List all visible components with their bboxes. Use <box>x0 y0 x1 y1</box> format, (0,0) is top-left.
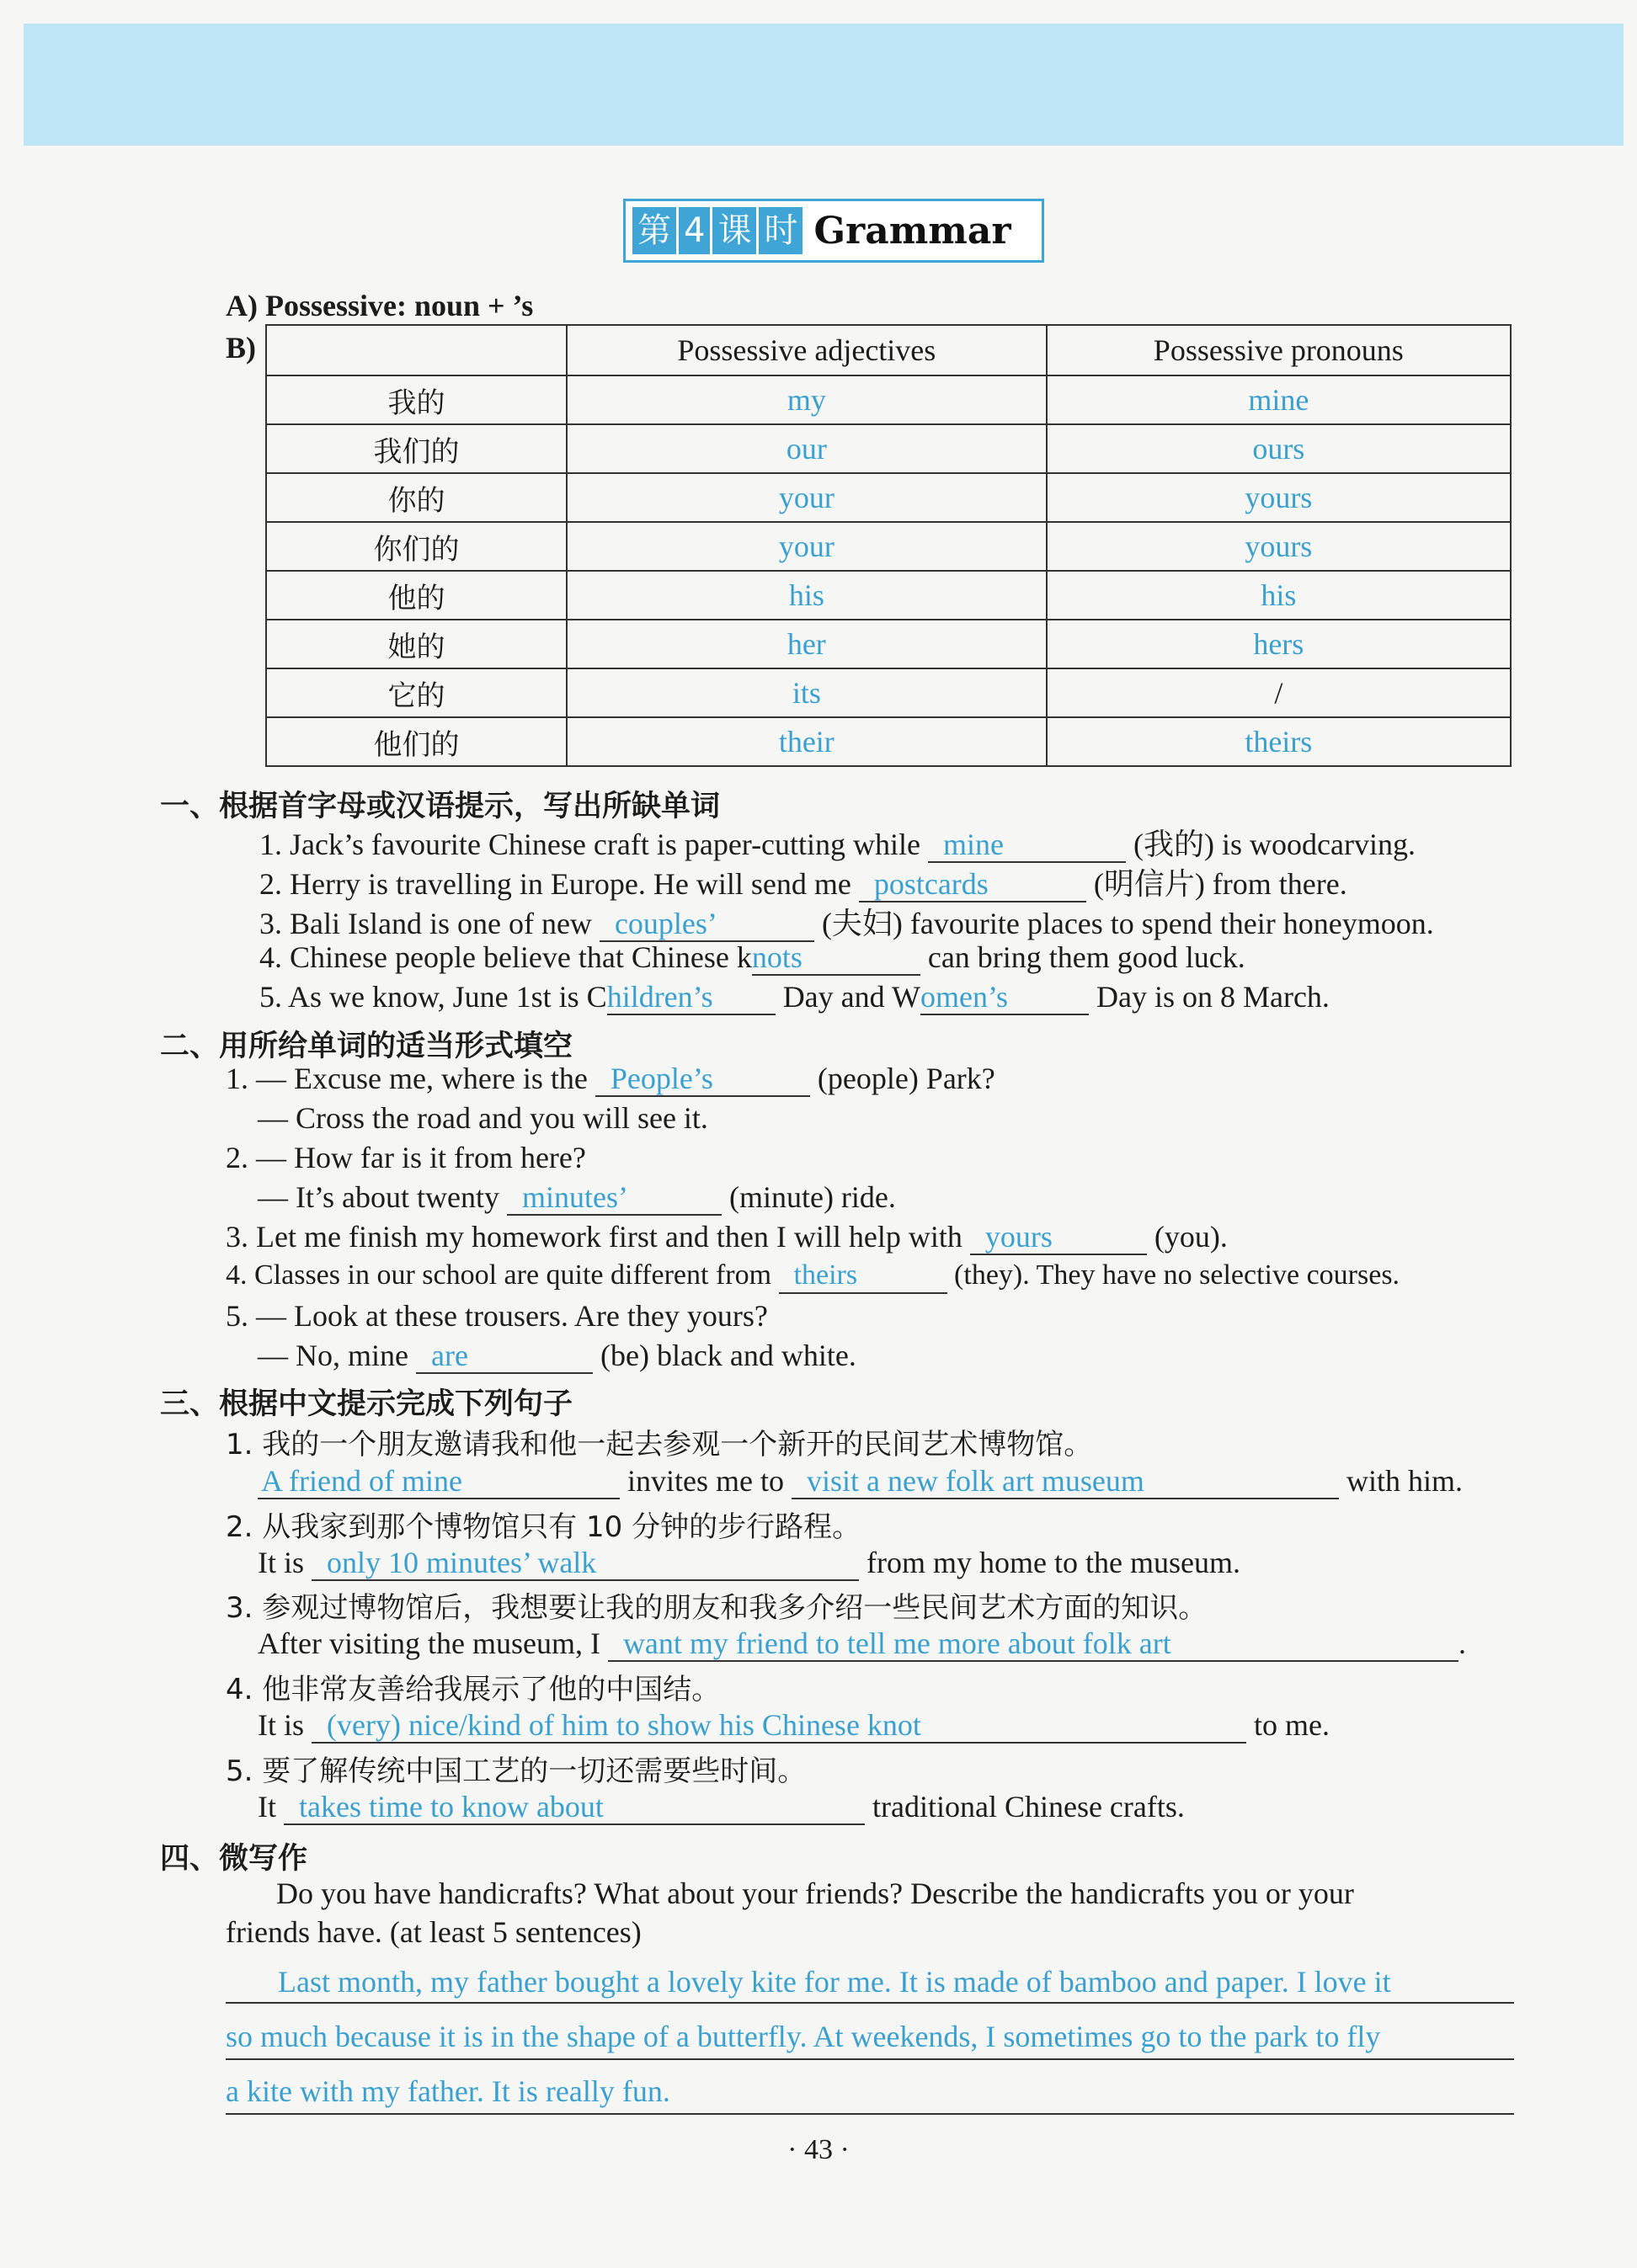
question-text: 1. — Excuse me, where is the <box>226 1062 588 1095</box>
question-text: — No, mine <box>258 1339 408 1372</box>
lesson-char-3: 时 <box>759 207 803 254</box>
part3-question-4-chinese: 4. 他非常友善给我展示了他的中国结。 <box>226 1673 721 1706</box>
pronoun-cell: yours <box>1047 473 1511 522</box>
part2-heading: 二、用所给单词的适当形式填空 <box>160 1030 573 1063</box>
adjective-cell: your <box>567 473 1047 522</box>
part3-question-1 <box>258 1463 1463 1499</box>
question-text: from my home to the museum. <box>866 1546 1240 1579</box>
lesson-title <box>623 199 1044 263</box>
adjective-cell: their <box>567 717 1047 766</box>
answer-blank[interactable]: visit a new folk art museum <box>792 1464 1339 1499</box>
question-text: After visiting the museum, I <box>258 1626 600 1660</box>
part3-question-2 <box>258 1545 1240 1581</box>
question-text: It is <box>258 1708 305 1742</box>
part3-question-1-chinese: 1. 我的一个朋友邀请我和他一起去参观一个新开的民间艺术博物馆。 <box>226 1428 1093 1461</box>
question-text: 1. Jack’s favourite Chinese craft is paper-cutting while <box>259 828 921 861</box>
adjective-cell: her <box>567 620 1047 668</box>
part2-question-3 <box>226 1219 1228 1255</box>
answer-blank[interactable]: theirs <box>779 1259 947 1294</box>
pronoun-cell: hers <box>1047 620 1511 668</box>
answer-blank[interactable]: postcards <box>859 867 1086 902</box>
pronoun-cell: his <box>1047 571 1511 620</box>
answer-blank[interactable]: nots <box>752 940 920 976</box>
question-text: 3. Bali Island is one of new <box>259 907 592 940</box>
question-text: 4. Classes in our school are quite different from <box>226 1259 772 1291</box>
pronoun-cell: yours <box>1047 522 1511 571</box>
part2-question-4 <box>226 1259 1400 1294</box>
possessive-table <box>265 324 1512 767</box>
chinese-cell: 你们的 <box>266 522 567 571</box>
answer-blank[interactable]: are <box>416 1339 593 1374</box>
essay-line-3[interactable]: a kite with my father. It is really fun. <box>226 2063 1514 2115</box>
answer-blank[interactable]: yours <box>970 1220 1147 1255</box>
part1-heading: 一、根据首字母或汉语提示，写出所缺单词 <box>160 790 721 823</box>
adjective-cell: his <box>567 571 1047 620</box>
question-text: 5. As we know, June 1st is C <box>259 980 607 1014</box>
question-text: invites me to <box>627 1464 784 1498</box>
header-blank <box>266 325 567 375</box>
question-text: traditional Chinese crafts. <box>872 1790 1185 1823</box>
question-text: (明信片) from there. <box>1093 867 1347 901</box>
question-text: Day and W <box>782 980 920 1014</box>
writing-prompt-line-2: friends have. (at least 5 sentences) <box>226 1915 642 1949</box>
question-text: to me. <box>1254 1708 1330 1742</box>
essay-line-2[interactable]: so much because it is in the shape of a butterfly. At weekends, I sometimes go to the park to fly <box>226 2008 1514 2060</box>
chinese-cell: 他的 <box>266 571 567 620</box>
answer-blank[interactable]: People’s <box>595 1062 810 1097</box>
lesson-char-2: 课 <box>712 207 756 254</box>
part3-question-5-chinese: 5. 要了解传统中国工艺的一切还需要些时间。 <box>226 1754 807 1788</box>
part2-question-5-reply <box>258 1338 856 1374</box>
section-b-label: B) <box>226 331 256 365</box>
part3-question-5 <box>258 1789 1185 1825</box>
answer-blank[interactable]: takes time to know about <box>284 1790 865 1825</box>
header-pronouns: Possessive pronouns <box>1047 325 1511 375</box>
part3-question-2-chinese: 2. 从我家到那个博物馆只有 10 分钟的步行路程。 <box>226 1510 861 1544</box>
table-header-row <box>266 325 1511 375</box>
part3-question-3 <box>258 1626 1466 1662</box>
part2-question-1 <box>226 1061 995 1097</box>
question-text: (我的) is woodcarving. <box>1133 828 1416 861</box>
table-row <box>266 522 1511 571</box>
header-adjectives: Possessive adjectives <box>567 325 1047 375</box>
question-text: (people) Park? <box>817 1062 995 1095</box>
question-text: 3. Let me finish my homework first and then I will help with <box>226 1220 962 1254</box>
pronoun-cell: ours <box>1047 424 1511 473</box>
writing-prompt-line-1: Do you have handicrafts? What about your friends? Describe the handicrafts you or your <box>276 1877 1354 1910</box>
part2-question-1-reply: — Cross the road and you will see it. <box>258 1101 708 1135</box>
table-row <box>266 620 1511 668</box>
adjective-cell: my <box>567 375 1047 424</box>
answer-blank[interactable]: want my friend to tell me more about folk art <box>608 1626 1458 1662</box>
question-text: (be) black and white. <box>600 1339 856 1372</box>
table-row <box>266 375 1511 424</box>
lesson-char-1: 第 <box>632 207 676 254</box>
answer-blank[interactable]: omen’s <box>920 980 1089 1015</box>
question-text: 4. Chinese people believe that Chinese k <box>259 940 752 974</box>
part1-question-4 <box>259 940 1245 976</box>
part1-question-2 <box>259 860 1347 903</box>
part2-question-5: 5. — Look at these trousers. Are they yours? <box>226 1299 768 1333</box>
adjective-cell: our <box>567 424 1047 473</box>
adjective-cell: your <box>567 522 1047 571</box>
section-a-label: A) Possessive: noun + ’s <box>226 289 534 322</box>
question-text: It <box>258 1790 276 1823</box>
chinese-cell: 你的 <box>266 473 567 522</box>
question-text: Day is on 8 March. <box>1096 980 1330 1014</box>
answer-blank[interactable]: (very) nice/kind of him to show his Chinese knot <box>312 1708 1246 1744</box>
essay-line-1[interactable]: Last month, my father bought a lovely kite for me. It is made of bamboo and paper. I love it <box>226 1953 1514 2004</box>
part1-question-1 <box>259 821 1416 864</box>
question-text: . <box>1458 1626 1466 1660</box>
pronoun-cell: mine <box>1047 375 1511 424</box>
question-text: (minute) ride. <box>728 1180 896 1214</box>
part2-question-2: 2. — How far is it from here? <box>226 1141 586 1174</box>
answer-blank[interactable]: minutes’ <box>507 1180 722 1216</box>
lesson-number: 4 <box>679 207 710 254</box>
page-number: · 43 · <box>787 2134 850 2165</box>
answer-blank[interactable]: mine <box>928 828 1126 863</box>
table-row <box>266 571 1511 620</box>
chinese-cell: 我的 <box>266 375 567 424</box>
question-text: — It’s about twenty <box>258 1180 499 1214</box>
table-row <box>266 717 1511 766</box>
table-row <box>266 668 1511 717</box>
question-text: can bring them good luck. <box>927 940 1245 974</box>
question-text: (夫妇) favourite places to spend their honeymoon. <box>821 907 1434 940</box>
answer-blank[interactable]: only 10 minutes’ walk <box>312 1546 859 1581</box>
question-text: It is <box>258 1546 305 1579</box>
chinese-cell: 我们的 <box>266 424 567 473</box>
table-row <box>266 424 1511 473</box>
answer-blank[interactable]: A friend of mine <box>258 1464 620 1499</box>
part2-question-2-reply <box>258 1179 896 1216</box>
answer-blank[interactable]: hildren’s <box>607 980 776 1015</box>
pronoun-cell: theirs <box>1047 717 1511 766</box>
adjective-cell: its <box>567 668 1047 717</box>
chinese-cell: 他们的 <box>266 717 567 766</box>
answer-blank[interactable]: couples’ <box>600 907 814 942</box>
chinese-cell: 她的 <box>266 620 567 668</box>
question-text: (you). <box>1154 1220 1228 1254</box>
question-text: with him. <box>1346 1464 1463 1498</box>
part1-question-5 <box>259 979 1330 1015</box>
part3-question-4 <box>258 1707 1330 1744</box>
title-name: Grammar <box>813 209 1011 253</box>
part4-heading: 四、微写作 <box>160 1842 308 1876</box>
part3-question-3-chinese: 3. 参观过博物馆后，我想要让我的朋友和我多介绍一些民间艺术方面的知识。 <box>226 1591 1208 1625</box>
chinese-cell: 它的 <box>266 668 567 717</box>
question-text: (they). They have no selective courses. <box>954 1259 1400 1291</box>
question-text: 2. Herry is travelling in Europe. He will send me <box>259 867 851 901</box>
part1-question-3 <box>259 900 1434 943</box>
table-row <box>266 473 1511 522</box>
part3-heading: 三、根据中文提示完成下列句子 <box>160 1387 573 1421</box>
pronoun-cell: / <box>1047 668 1511 717</box>
